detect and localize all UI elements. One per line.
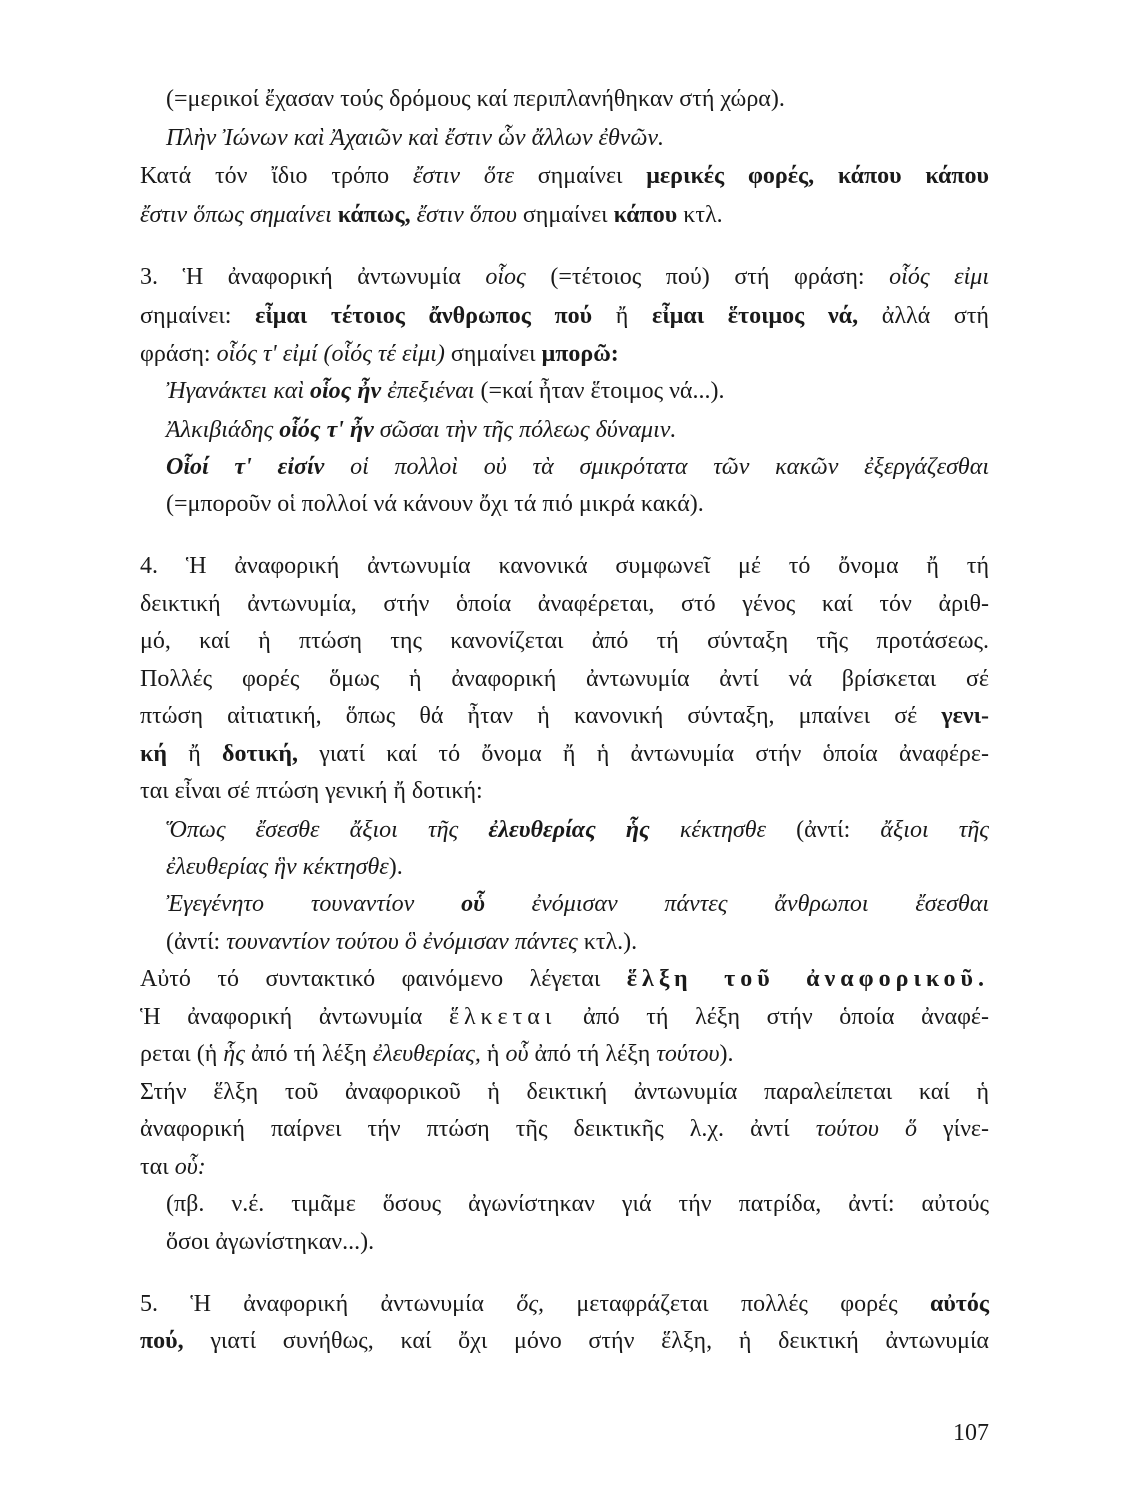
text-segment: σημαίνει: — [140, 303, 256, 329]
page-number: 107 — [953, 1420, 989, 1446]
text-segment: ἕλκεται — [448, 1004, 557, 1030]
text-segment: δεικτική ἀντωνυμία, στήν ὁποία ἀναφέρεται, στό γένος καί τόν ἀριθ- — [140, 591, 989, 617]
text-segment: (ἀντί: — [765, 817, 881, 843]
text-segment: ται — [140, 1154, 175, 1180]
text-line-content — [140, 959, 989, 999]
text-segment: κάπως, — [337, 202, 411, 228]
text-segment: Ἠγανάκτει καὶ — [166, 378, 310, 404]
text-segment: γενι- — [941, 703, 989, 729]
text-line-content — [140, 1321, 989, 1361]
text-segment: οἷος — [485, 264, 526, 290]
text-line-content — [140, 257, 989, 297]
text-line — [0, 659, 1129, 699]
text-segment: ρεται (ἡ — [140, 1041, 224, 1067]
text-segment: ται εἶναι σέ πτώση γενική ἤ δοτική: — [140, 778, 483, 804]
text-segment: Στήν ἕλξη τοῦ ἀναφορικοῦ ἡ δεικτική ἀντωνυμία παραλείπεται καί ἡ — [140, 1079, 989, 1105]
text-segment: ἐλευθερίας ἣν κέκτησθε — [166, 854, 389, 880]
text-line — [0, 997, 1129, 1037]
text-line — [0, 1072, 1129, 1112]
text-segment: οἷός τ' ἦν — [279, 417, 374, 443]
text-segment: ἐπεξιέναι — [381, 378, 475, 404]
text-line — [0, 484, 1129, 524]
text-segment: ἄξιοι τῆς — [880, 817, 989, 843]
text-line-content — [140, 296, 989, 336]
text-segment: τουναντίον τούτου ὃ ἐνόμισαν πάντες — [226, 929, 578, 955]
text-segment: κή — [140, 741, 167, 767]
text-line — [0, 696, 1129, 736]
text-segment: ἧς — [223, 1041, 245, 1067]
text-line-content — [140, 1034, 947, 1074]
text-segment: ἀναφορική παίρνει τήν πτώση τῆς δεικτικῆς λ.χ. ἀντί — [140, 1116, 816, 1142]
text-segment: Πλὴν Ἰώνων καὶ Ἀχαιῶν καὶ ἔστιν ὧν ἄλλων ἐθνῶν. — [166, 125, 665, 151]
text-segment: ἤ — [166, 741, 223, 767]
text-line-content — [140, 334, 760, 374]
text-segment: Οἷοί τ' εἰσίν — [166, 454, 325, 480]
text-line-content — [166, 410, 889, 450]
text-segment: δοτική, — [222, 741, 298, 767]
text-line-content — [140, 546, 989, 586]
text-segment: πού, — [140, 1328, 184, 1354]
text-line — [0, 1034, 1129, 1074]
text-segment: ἀπό τή λέξη — [244, 1041, 373, 1067]
text-line — [0, 195, 1129, 235]
text-segment: 3. Ἡ ἀναφορική ἀντωνυμία — [140, 264, 486, 290]
text-segment: ὅσοι ἀγωνίστηκαν...). — [166, 1229, 375, 1255]
text-line — [0, 621, 1129, 661]
text-line-content — [166, 810, 989, 850]
text-line-content — [166, 922, 828, 962]
text-line-content — [140, 696, 989, 736]
text-segment: οὗ — [461, 891, 485, 917]
text-segment: αὐτός — [929, 1291, 989, 1317]
text-segment: ἤ — [592, 303, 652, 329]
text-segment: Αὐτό τό συντακτικό φαινόμενο λέγεται — [140, 966, 627, 992]
text-segment: γιατί καί τό ὄνομα ἤ ἡ ἀντωνυμία στήν ὁποία ἀναφέρε- — [297, 741, 989, 767]
text-segment: κτλ. — [677, 202, 723, 228]
text-line-content — [140, 1147, 228, 1187]
text-line-content — [140, 997, 989, 1037]
text-line — [0, 79, 1129, 119]
text-segment: μπορῶ: — [541, 341, 619, 367]
text-line-content — [166, 447, 989, 487]
text-segment: οὗ: — [174, 1154, 206, 1180]
text-segment: οἷός τ' εἰμί (οἷός τέ εἰμι) — [216, 341, 445, 367]
text-line — [0, 959, 1129, 999]
text-segment: κέκτησθε — [649, 817, 766, 843]
text-segment: ). — [388, 854, 403, 880]
text-line — [0, 810, 1129, 850]
text-line-content — [140, 734, 989, 774]
text-line-content — [166, 1222, 445, 1262]
text-segment: ἔστιν ὅπου — [416, 202, 517, 228]
text-line — [0, 1147, 1129, 1187]
text-line-content — [166, 118, 854, 158]
text-line — [0, 1184, 1129, 1224]
text-line — [0, 922, 1129, 962]
text-segment: Ἡ ἀναφορική ἀντωνυμία — [140, 1004, 449, 1030]
text-line — [0, 371, 1129, 411]
text-segment: οἱ πολλοὶ οὐ τὰ σμικρότατα τῶν κακῶν ἐξεργάζεσθαι — [324, 454, 989, 480]
text-line — [0, 334, 1129, 374]
text-line-content — [140, 195, 938, 235]
text-segment: (=καί ἦταν ἕτοιμος νά...). — [474, 378, 725, 404]
text-line-content — [166, 1184, 989, 1224]
text-segment: Κατά τόν ἴδιο τρόπο — [140, 163, 413, 189]
text-segment: σημαίνει — [513, 163, 647, 189]
text-line — [0, 734, 1129, 774]
text-segment: τούτου — [656, 1041, 720, 1067]
text-line — [0, 1222, 1129, 1262]
text-segment: μεταφράζεται πολλές φορές — [544, 1291, 930, 1317]
text-segment: (=μερικοί ἔχασαν τούς δρόμους καί περιπλανήθηκαν στή χώρα). — [166, 86, 785, 112]
text-line — [0, 1321, 1129, 1361]
text-line — [0, 1284, 1129, 1324]
text-segment: φράση: — [140, 341, 217, 367]
text-segment: τούτου ὅ — [815, 1116, 917, 1142]
text-line — [0, 156, 1129, 196]
text-segment: οἷός εἰμι — [889, 264, 989, 290]
text-segment: μερικές φορές, κάπου κάπου — [646, 163, 989, 189]
text-line-content — [140, 1109, 989, 1149]
text-segment: πτώση αἰτιατική, ὅπως θά ἦταν ἡ κανονική σύνταξη, μπαίνει σέ — [140, 703, 942, 729]
text-line — [0, 847, 1129, 887]
text-segment: ). — [719, 1041, 734, 1067]
text-line-content — [140, 584, 989, 624]
text-segment: (=τέτοιος πού) στή φράση: — [525, 264, 890, 290]
text-line — [0, 257, 1129, 297]
text-line-content — [140, 659, 989, 699]
text-line — [0, 584, 1129, 624]
text-line-content — [166, 884, 989, 924]
text-line-content — [166, 79, 989, 119]
text-line-content — [166, 371, 919, 411]
text-segment: γίνε- — [916, 1116, 989, 1142]
text-line — [0, 1109, 1129, 1149]
text-segment: εἶμαι ἕτοιμος νά, — [652, 303, 859, 329]
text-line — [0, 410, 1129, 450]
text-segment: Ὅπως ἔσεσθε ἄξιοι τῆς — [166, 817, 489, 843]
text-segment: ἔστιν ὅτε — [412, 163, 514, 189]
text-segment: οὗ — [505, 1041, 529, 1067]
text-segment: ἐνόμισαν πάντες ἄνθρωποι ἔσεσθαι — [484, 891, 989, 917]
text-line-content — [140, 1284, 989, 1324]
text-segment: (πβ. ν.έ. τιμᾶμε ὅσους ἀγωνίστηκαν γιά τήν πατρίδα, ἀντί: αὐτούς — [166, 1191, 989, 1217]
text-line-content — [140, 156, 989, 196]
text-segment: εἶμαι τέτοιος ἄνθρωπος πού — [255, 303, 593, 329]
text-segment: σημαίνει — [444, 341, 542, 367]
text-segment: 4. Ἡ ἀναφορική ἀντωνυμία κανονικά συμφωνεῖ μέ τό ὄνομα ἤ τή — [140, 553, 989, 579]
text-segment: μό, καί ἡ πτώση της κανονίζεται ἀπό τή σύνταξη τῆς προτάσεως. — [140, 628, 989, 654]
text-segment: ὅς, — [516, 1291, 545, 1317]
text-line-content — [140, 621, 989, 661]
text-line-content — [166, 847, 488, 887]
text-segment: Πολλές φορές ὅμως ἡ ἀναφορική ἀντωνυμία ἀντί νά βρίσκεται σέ — [140, 666, 989, 692]
text-line — [0, 118, 1129, 158]
text-segment: γιατί συνήθως, καί ὄχι μόνο στήν ἕλξη, ἡ δεικτική ἀντωνυμία — [183, 1328, 989, 1354]
text-segment: 5. Ἡ ἀναφορική ἀντωνυμία — [140, 1291, 517, 1317]
text-segment: Ἐγεγένητο τουναντίον — [166, 891, 462, 917]
text-line-content — [140, 1072, 989, 1112]
text-segment: ἕλξη τοῦ ἀναφορικοῦ. — [626, 966, 989, 992]
text-line — [0, 296, 1129, 336]
text-segment: (=μποροῦν οἱ πολλοί νά κάνουν ὄχι τά πιό μικρά κακά). — [166, 491, 704, 517]
text-line — [0, 884, 1129, 924]
text-segment: ἔστιν ὅπως σημαίνει — [140, 202, 332, 228]
text-segment: ἀλλά στή — [858, 303, 989, 329]
text-segment: ἀπό τή λέξη — [528, 1041, 657, 1067]
text-line — [0, 447, 1129, 487]
text-line-content — [166, 484, 892, 524]
text-segment: Ἀλκιβιάδης — [166, 417, 280, 443]
text-line — [0, 771, 1129, 811]
text-segment: (ἀντί: — [166, 929, 227, 955]
text-segment: σημαίνει — [516, 202, 614, 228]
text-segment: ἀπό τή λέξη στήν ὁποία ἀναφέ- — [556, 1004, 989, 1030]
text-segment: κτλ.). — [577, 929, 638, 955]
text-segment: ἡ — [480, 1041, 506, 1067]
text-segment: κάπου — [613, 202, 678, 228]
text-segment: οἷος ἦν — [310, 378, 382, 404]
text-line — [0, 546, 1129, 586]
text-segment: ἐλευθερίας ἧς — [488, 817, 650, 843]
text-segment: σῶσαι τὴν τῆς πόλεως δύναμιν. — [373, 417, 677, 443]
text-line-content — [140, 771, 709, 811]
text-segment: ἐλευθερίας, — [372, 1041, 481, 1067]
